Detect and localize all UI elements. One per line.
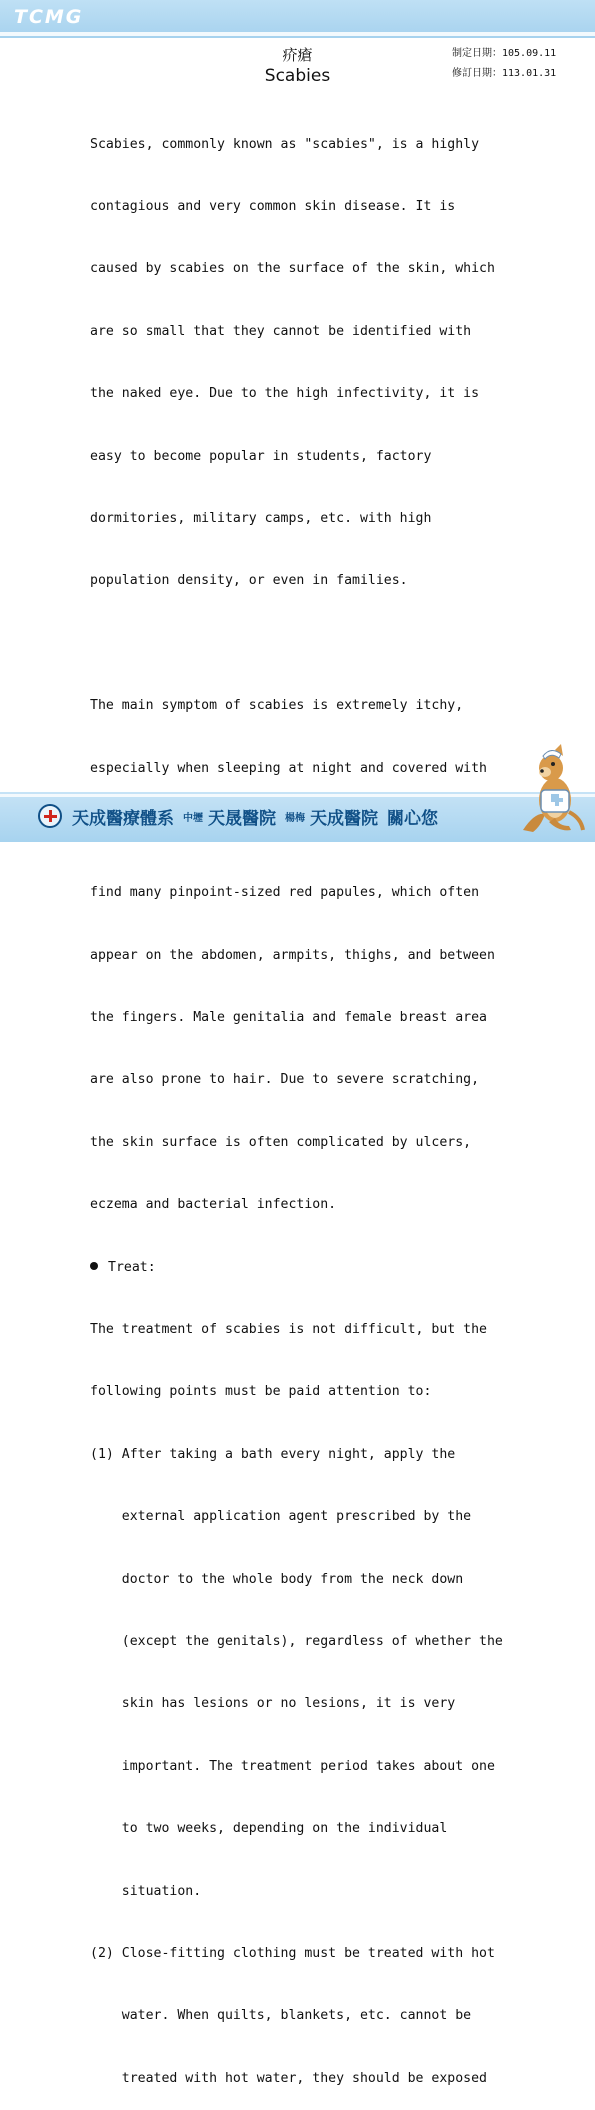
revised-date: 修訂日期：113.01.31 <box>452 68 557 79</box>
kangaroo-mascot-icon <box>515 742 585 834</box>
body-line: population density, or even in families. <box>90 573 408 589</box>
treat-line: skin has lesions or no lesions, it is very <box>90 1696 456 1712</box>
treat-line: doctor to the whole body from the neck down <box>90 1571 464 1587</box>
title-english: Scabies <box>264 66 331 86</box>
document-dates <box>452 44 556 84</box>
header-stripe <box>0 32 595 36</box>
treat-heading-text: Treat: <box>108 1259 156 1275</box>
location-yangmei: 楊梅 <box>285 812 305 824</box>
footer-stripe <box>0 794 595 797</box>
footer-brand <box>38 804 447 828</box>
treat-line: following points must be paid attention to: <box>90 1384 432 1400</box>
treat-heading <box>90 1258 510 1279</box>
body-line: easy to become popular in students, factory <box>90 448 432 464</box>
treat-line: The treatment of scabies is not difficult, but the <box>90 1322 487 1338</box>
body-line: find many pinpoint-sized red papules, which often <box>90 885 480 901</box>
bullet-icon <box>90 1262 98 1270</box>
treat-line: situation. <box>90 1883 202 1899</box>
treat-line: external application agent prescribed by the <box>90 1509 472 1525</box>
body-line: Scabies, commonly known as "scabies", is a highly <box>90 136 480 152</box>
document-body <box>90 93 510 2110</box>
body-line: the fingers. Male genitalia and female breast area <box>90 1010 487 1026</box>
hospital-tiancheng: 天成醫院 <box>310 808 378 829</box>
header-band <box>0 0 595 38</box>
body-line: caused by scabies on the surface of the skin, which <box>90 261 495 277</box>
body-line: contagious and very common skin disease. It is <box>90 198 456 214</box>
body-line: are also prone to hair. Due to severe scratching, <box>90 1072 480 1088</box>
tcmg-logo: TCMG <box>14 6 84 28</box>
treat-line: water. When quilts, blankets, etc. cannot be <box>90 2008 472 2024</box>
body-line: the naked eye. Due to the high infectivity, it is <box>90 386 480 402</box>
body-line: eczema and bacterial infection. <box>90 1197 337 1213</box>
treat-line: (1) After taking a bath every night, apply the <box>90 1446 456 1462</box>
body-line: the skin surface is often complicated by ulcers, <box>90 1134 472 1150</box>
treat-line: treated with hot water, they should be exposed <box>90 2070 487 2086</box>
treat-line: to two weeks, depending on the individual <box>90 1821 448 1837</box>
body-line: appear on the abdomen, armpits, thighs, and between <box>90 947 495 963</box>
location-zhongli: 中壢 <box>183 812 203 824</box>
title-chinese: 疥瘡 <box>282 46 313 64</box>
created-date: 制定日期：105.09.11 <box>452 48 557 59</box>
treat-line: important. The treatment period takes about one <box>90 1758 495 1774</box>
body-line: dormitories, military camps, etc. with high <box>90 510 432 526</box>
hospital-cross-emblem-icon <box>38 804 62 828</box>
treat-line: (except the genitals), regardless of whether the <box>90 1633 503 1649</box>
body-line: are so small that they cannot be identified with <box>90 323 472 339</box>
slogan: 關心您 <box>387 808 438 829</box>
group-name: 天成醫療體系 <box>72 808 174 829</box>
treat-line: (2) Close-fitting clothing must be treated with hot <box>90 1945 495 1961</box>
body-line: The main symptom of scabies is extremely itchy, <box>90 698 464 714</box>
blank-line <box>90 634 510 655</box>
body-line: especially when sleeping at night and covered with <box>90 760 487 776</box>
hospital-tiansheng: 天晟醫院 <box>208 808 276 829</box>
